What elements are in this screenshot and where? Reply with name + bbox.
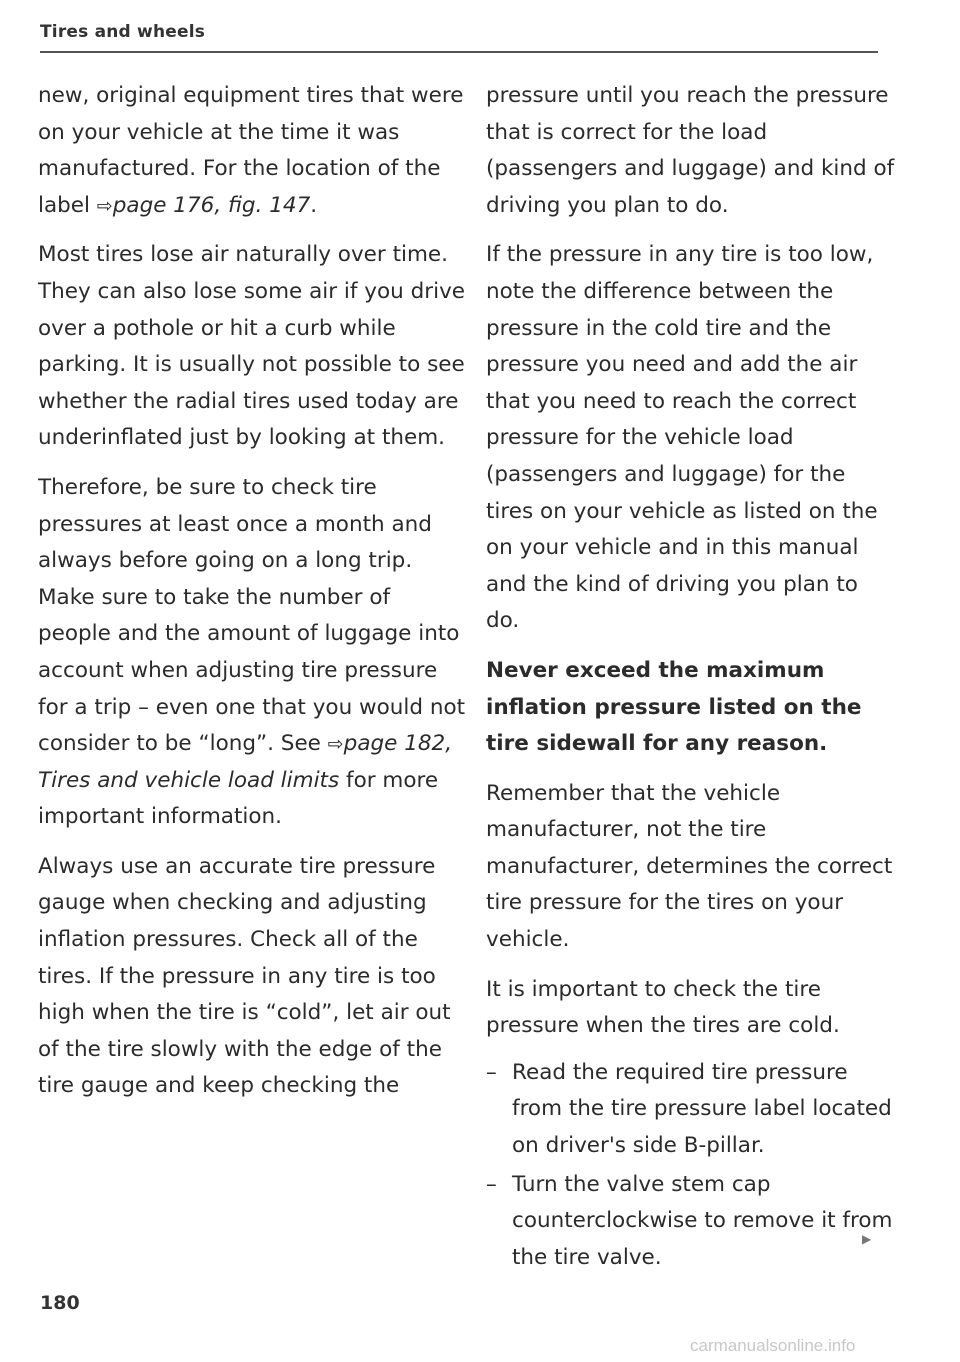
- paragraph-air-loss: Most tires lose air naturally over time. They can also lose some air if you drive over a pothole or hit a curb while parking. It is usually not possible to see whether the radial tires used today are underinflated just by looking at them.: [38, 242, 466, 451]
- page-reference-link[interactable]: page 182, Tires and vehicle load limits: [38, 731, 453, 793]
- step-text: Turn the valve stem cap counterclockwise to remove it from the tire valve.: [512, 1171, 893, 1270]
- paragraph-too-low: If the pressure in any tire is too low, note the difference between the pressure in the cold tire and the pressure you need and add the air that you need to reach the correct pressure for the vehicle load (passengers and luggage) for the tires on your vehicle as listed on the on your vehicle and in this manual and the kind of driving you plan to do.: [486, 242, 878, 634]
- warning-max-inflation: Never exceed the maximum inflation pressure listed on the tire sidewall for any reason.: [486, 657, 862, 757]
- paragraph-pressure-until: pressure until you reach the pressure that is correct for the load (passengers and luggage) and kind of driving you plan to do.: [486, 83, 895, 218]
- paragraph-label-location: [38, 78, 466, 224]
- watermark: carmanualsonline.info: [690, 1336, 856, 1355]
- header-divider: [40, 51, 878, 53]
- step-text: Read the required tire pressure from the tire pressure label located on driver's side B-pillar.: [512, 1059, 892, 1159]
- left-column: [38, 78, 466, 1118]
- step-dash: –: [486, 1171, 497, 1197]
- reference-arrow-icon: ⇨: [96, 194, 113, 217]
- paragraph-accurate-gauge: Always use an accurate tire pressure gauge when checking and adjusting inflation pressures. Check all of the tires. If the pressure in any tire is too high when the tire is “cold”, let air out of the tire slowly with the edge of the tire gauge and keep checking the: [38, 853, 451, 1099]
- paragraph-manufacturer: Remember that the vehicle manufacturer, not the tire manufacturer, determines the correct tire pressure for the tires on your vehicle.: [486, 780, 893, 953]
- paragraph-check-cold: It is important to check the tire pressure when the tires are cold.: [486, 976, 840, 1039]
- paragraph-text: new, original equipment tires that were on your vehicle at the time it was manufactured. For the location of the label: [38, 83, 464, 218]
- paragraph-check-monthly: [38, 470, 466, 836]
- list-item: [486, 1055, 896, 1165]
- paragraph-text: Therefore, be sure to check tire pressures at least once a month and always before going on a long trip. Make sure to take the number of people and the amount of luggage into account when adjusting tire pressure for a trip – even one that you would not consider to be “long”. See: [38, 474, 466, 757]
- right-column: [486, 78, 896, 1278]
- page-reference-link[interactable]: page 176, fig. 147: [112, 192, 311, 218]
- steps-list: [486, 1055, 896, 1277]
- page-number: 180: [40, 1292, 80, 1314]
- continue-arrow-icon: ▶: [862, 1232, 872, 1246]
- list-item: [486, 1167, 896, 1277]
- paragraph-text: .: [310, 192, 318, 218]
- step-dash: –: [486, 1059, 497, 1085]
- section-header: Tires and wheels: [40, 22, 206, 42]
- reference-arrow-icon: ⇨: [327, 733, 344, 756]
- paragraph-text: for more important information.: [38, 767, 439, 830]
